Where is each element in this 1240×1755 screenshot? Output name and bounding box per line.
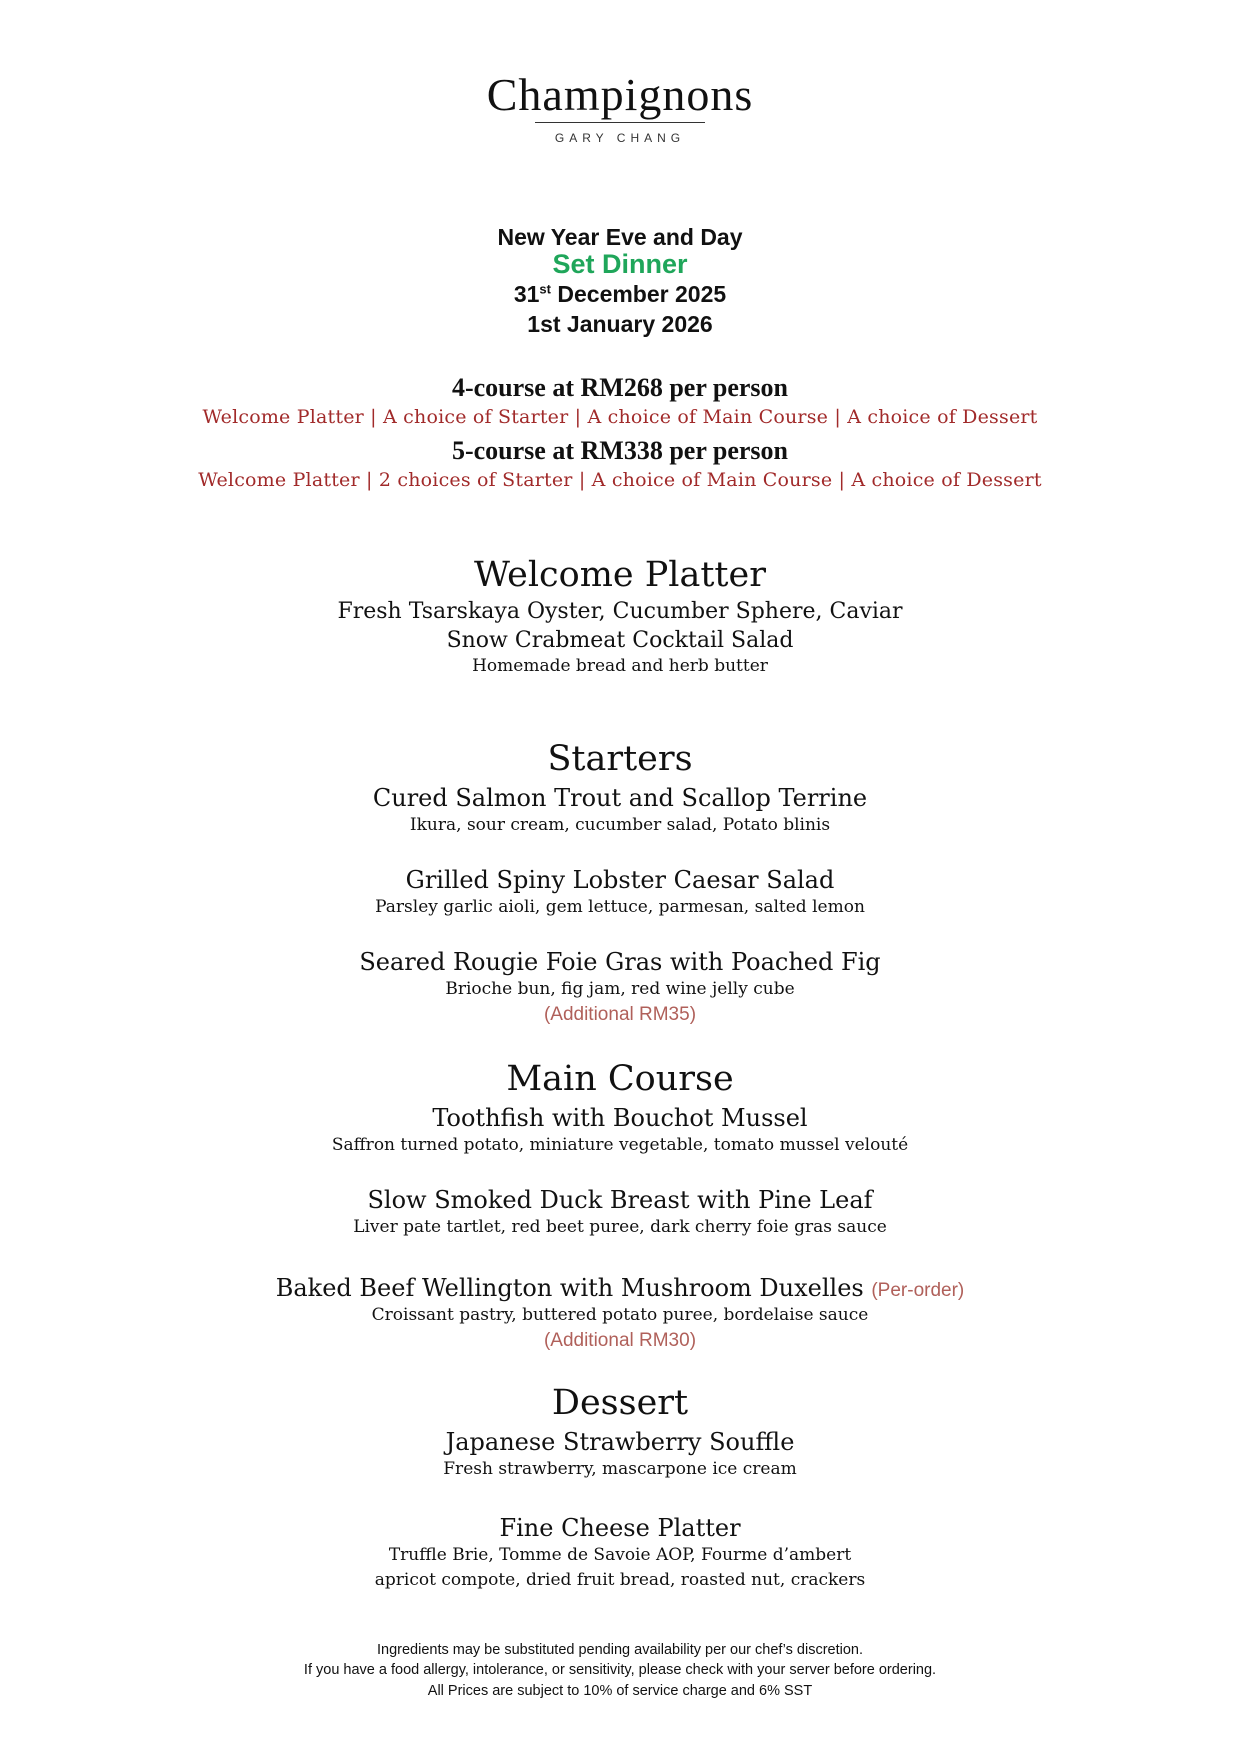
dessert-2-desc-2: apricot compote, dried fruit bread, roasted nut, crackers [374, 1570, 866, 1590]
main-3-note: (Per-order) [871, 1280, 965, 1301]
price-5-course: 5-course at RM338 per person [451, 436, 789, 465]
main-3-desc: Croissant pastry, buttered potato puree, bordelaise sauce [371, 1305, 869, 1325]
brand-logo: Champignons [486, 69, 754, 120]
main-3-name-row [0, 1276, 1240, 1300]
main-3-extra: (Additional RM30) [543, 1330, 697, 1351]
starter-3-desc: Brioche bun, fig jam, red wine jelly cube [445, 979, 795, 999]
section-dessert-heading: Dessert [551, 1383, 689, 1423]
section-main-heading: Main Course [506, 1059, 734, 1099]
price-5-course-detail: Welcome Platter | 2 choices of Starter | A choice of Main Course | A choice of Dessert [198, 469, 1042, 491]
section-welcome-heading: Welcome Platter [474, 555, 766, 595]
event-date-1-day: 31 [513, 281, 540, 307]
event-title: New Year Eve and Day [497, 224, 743, 250]
starter-1-name: Cured Salmon Trout and Scallop Terrine [372, 784, 868, 812]
dessert-2-name: Fine Cheese Platter [499, 1514, 741, 1542]
main-1-desc: Saffron turned potato, miniature vegetable, tomato mussel velouté [331, 1135, 909, 1155]
starter-3-name: Seared Rougie Foie Gras with Poached Fig [359, 948, 881, 976]
starter-2-desc: Parsley garlic aioli, gem lettuce, parmesan, salted lemon [375, 897, 865, 917]
section-starters-heading: Starters [547, 739, 693, 779]
starter-1-desc: Ikura, sour cream, cucumber salad, Potato blinis [409, 815, 831, 835]
welcome-line-1: Fresh Tsarskaya Oyster, Cucumber Sphere, Caviar [337, 599, 903, 624]
welcome-line-3: Homemade bread and herb butter [472, 656, 768, 676]
price-4-course: 4-course at RM268 per person [451, 373, 789, 402]
dessert-1-name: Japanese Strawberry Souffle [445, 1428, 795, 1456]
brand-chef: GARY CHANG [554, 131, 686, 145]
starter-3-extra: (Additional RM35) [543, 1004, 697, 1025]
main-3-name: Baked Beef Wellington with Mushroom Duxelles [275, 1274, 864, 1302]
welcome-line-2: Snow Crabmeat Cocktail Salad [446, 628, 794, 653]
logo-divider [535, 122, 705, 123]
event-date-1-rest: December 2025 [550, 281, 727, 307]
starter-2-name: Grilled Spiny Lobster Caesar Salad [405, 866, 835, 894]
event-date-2: 1st January 2026 [527, 311, 713, 337]
event-date-1 [0, 283, 1240, 306]
main-2-desc: Liver pate tartlet, red beet puree, dark cherry foie gras sauce [353, 1217, 887, 1237]
main-1-name: Toothfish with Bouchot Mussel [432, 1104, 808, 1132]
footer-line-1: Ingredients may be substituted pending availability per our chef’s discretion. [376, 1642, 864, 1658]
footer-line-3: All Prices are subject to 10% of service charge and 6% SST [427, 1683, 813, 1699]
footer-line-2: If you have a food allergy, intolerance, or sensitivity, please check with your server before ordering. [303, 1662, 937, 1678]
event-date-1-suffix: st [539, 281, 551, 297]
main-2-name: Slow Smoked Duck Breast with Pine Leaf [367, 1186, 873, 1214]
dessert-1-desc: Fresh strawberry, mascarpone ice cream [443, 1459, 797, 1479]
event-subtitle: Set Dinner [552, 249, 688, 279]
dessert-2-desc: Truffle Brie, Tomme de Savoie AOP, Fourme d’ambert [388, 1545, 852, 1565]
price-4-course-detail: Welcome Platter | A choice of Starter | A choice of Main Course | A choice of Dessert [202, 406, 1038, 428]
